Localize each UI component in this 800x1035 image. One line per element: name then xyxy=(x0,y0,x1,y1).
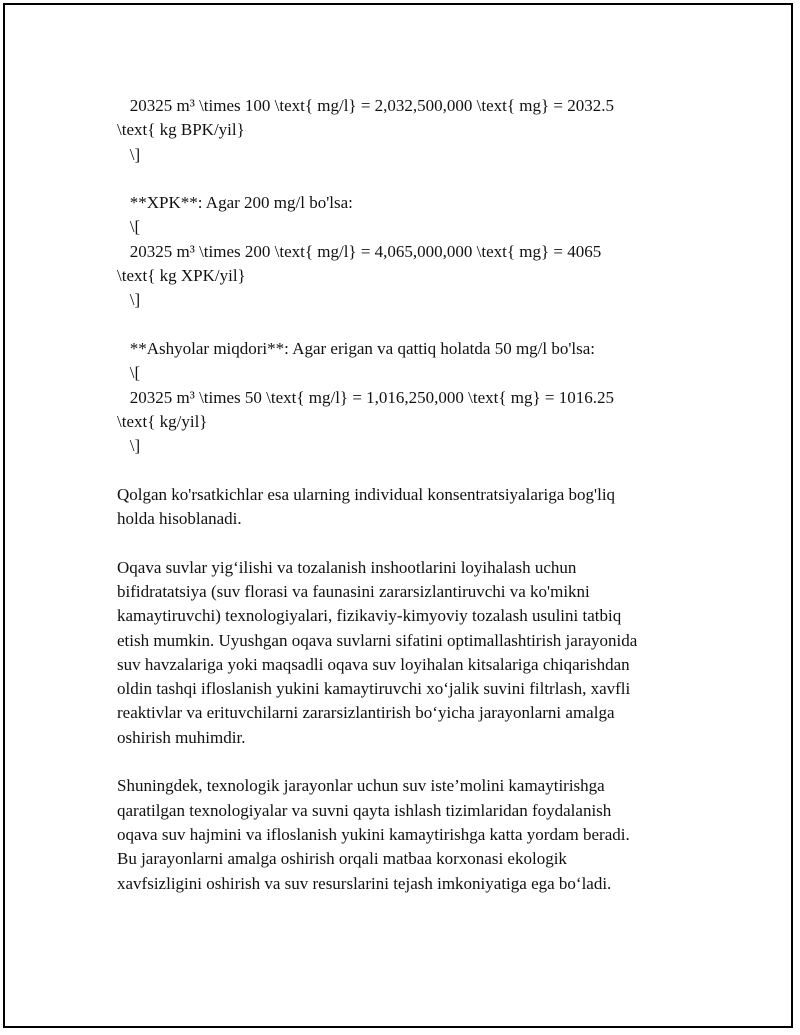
formula-line: \text{ kg BPK/yil} xyxy=(117,120,245,140)
document-body xyxy=(117,94,677,896)
paragraph-line: oldin tashqi ifloslanish yukini kamaytiruvchi xo‘jalik suvini filtrlash, xavfli xyxy=(117,679,631,699)
formula-line: \] xyxy=(117,144,141,164)
paragraph-remaining-indicators xyxy=(117,483,677,532)
paragraph-line: oqava suv hajmini va ifloslanish yukini kamaytirishga katta yordam beradi. xyxy=(117,824,630,844)
paragraph-line: suv havzalariga yoki maqsadli oqava suv loyihalan kitsalariga chiqarishdan xyxy=(117,654,630,674)
formula-line: **Ashyolar miqdori**: Agar erigan va qattiq holatda 50 mg/l bo'lsa: xyxy=(117,338,596,358)
paragraph-line: oshirish muhimdir. xyxy=(117,727,246,747)
formula-line: \text{ kg XPK/yil} xyxy=(117,266,246,286)
paragraph-line: xavfsizligini oshirish va suv resurslarini tejash imkoniyatiga ega bo‘ladi. xyxy=(117,873,612,893)
formula-line: **XPK**: Agar 200 mg/l bo'lsa: xyxy=(117,193,353,213)
formula-line: 20325 m³ \times 50 \text{ mg/l} = 1,016,250,000 \text{ mg} = 1016.25 xyxy=(117,387,615,407)
formula-line: \] xyxy=(117,436,141,456)
paragraph-line: bifidratatsiya (suv florasi va faunasini zararsizlantiruvchi va ko'mikni xyxy=(117,581,590,601)
paragraph-line: Shuningdek, texnologik jarayonlar uchun suv iste’molini kamaytirishga xyxy=(117,776,605,796)
paragraph-treatment-technologies xyxy=(117,556,677,750)
paragraph-line: Qolgan ko'rsatkichlar esa ularning individual konsentratsiyalariga bog'liq xyxy=(117,484,616,504)
paragraph-line: qaratilgan texnologiyalar va suvni qayta ishlash tizimlaridan foydalanish xyxy=(117,800,612,820)
formula-block-ashyolar xyxy=(117,337,677,458)
formula-line: 20325 m³ \times 200 \text{ mg/l} = 4,065,000,000 \text{ mg} = 4065 xyxy=(117,241,602,261)
paragraph-line: holda hisoblanadi. xyxy=(117,509,242,529)
formula-line: \[ xyxy=(117,217,141,237)
paragraph-line: kamaytiruvchi) texnologiyalari, fizikaviy-kimyoviy tozalash usulini tatbiq xyxy=(117,606,622,626)
paragraph-water-saving xyxy=(117,774,677,895)
paragraph-line: etish mumkin. Uyushgan oqava suvlarni sifatini optimallashtirish jarayonida xyxy=(117,630,638,650)
formula-block-bpk xyxy=(117,94,677,167)
paragraph-line: Bu jarayonlarni amalga oshirish orqali matbaa korxonasi ekologik xyxy=(117,849,567,869)
formula-line: \[ xyxy=(117,363,141,383)
formula-line: \text{ kg/yil} xyxy=(117,411,208,431)
formula-line: 20325 m³ \times 100 \text{ mg/l} = 2,032,500,000 \text{ mg} = 2032.5 xyxy=(117,96,615,115)
formula-line: \] xyxy=(117,290,141,310)
paragraph-line: reaktivlar va erituvchilarni zararsizlantirish bo‘yicha jarayonlarni amalga xyxy=(117,703,615,723)
paragraph-line: Oqava suvlar yig‘ilishi va tozalanish inshootlarini loyihalash uchun xyxy=(117,557,577,577)
formula-block-xpk xyxy=(117,191,677,312)
